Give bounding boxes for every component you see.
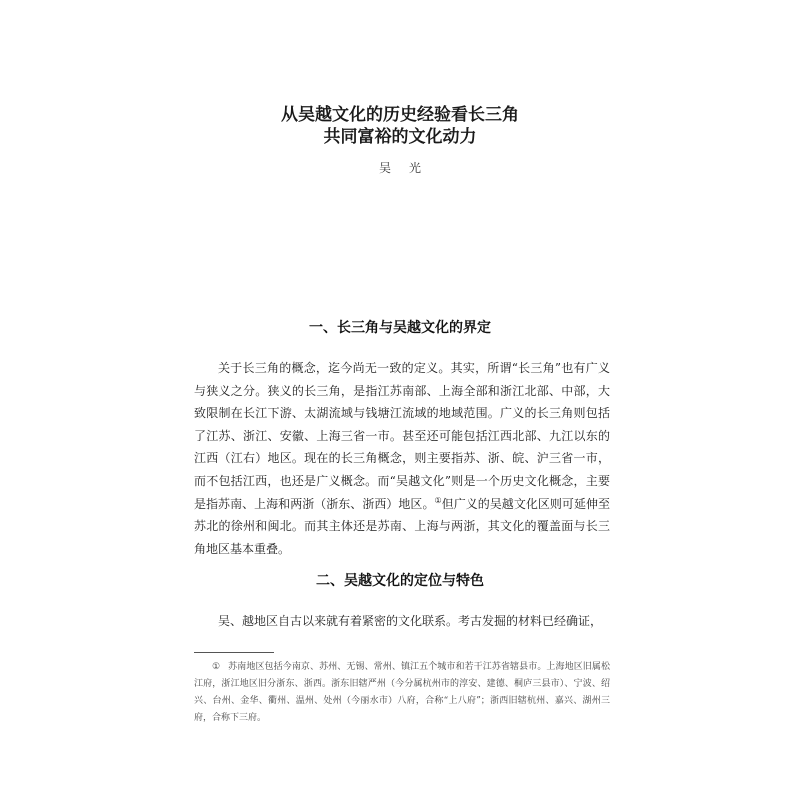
section-heading-1: 一、长三角与吴越文化的界定	[309, 320, 491, 336]
section-1-paragraph	[194, 357, 610, 560]
author-name: 吴光	[378, 161, 439, 175]
section-2-paragraph: 吴、越地区自古以来就有着紧密的文化联系。考古发掘的材料已经确证，	[218, 614, 603, 628]
footnote-1	[194, 659, 610, 727]
footnote-reference[interactable]: ①	[434, 495, 442, 505]
paragraph-text-before-footnote: 关于长三角的概念，迄今尚无一致的定义。其实，所谓“长三角”也有广义与狭义之分。狭义的长三角，是指江苏南部、上海全部和浙江北部、中部，大致限制在长江下游、太湖流域与钱塘江流域的地域范围。广义的长三角则包括了江苏、浙江、安徽、上海三省一市。甚至还可能包括江西北部、九江以东的江西（江右）地区。现在的长三角概念，则主要指苏、浙、皖、沪三省一市，而不包括江西，也还是广义概念。而“吴越文化”则是一个历史文化概念，主要是指苏南、上海和两浙（浙东、浙西）地区。	[194, 361, 610, 511]
article-title-line-2: 共同富裕的文化动力	[323, 127, 477, 147]
footnote-mark: ①	[212, 662, 221, 672]
footnote-text: 苏南地区包括今南京、苏州、无锡、常州、镇江五个城市和若干江苏省辖县市。上海地区旧属松江府，浙江地区旧分浙东、浙西。浙东旧辖严州（今分属杭州市的淳安、建德、桐庐三县市）、宁波、绍兴、台州、金华、衢州、温州、处州（今丽水市）八府，合称“上八府”；浙西旧辖杭州、嘉兴、湖州三府，合称下三府。	[194, 662, 610, 723]
paragraph-text-after-footnote: 但广义的吴越文化区则可延伸至苏北的徐州和闽北。而其主体还是苏南、上海与两浙，其文化的覆盖面与长三角地区基本重叠。	[194, 496, 610, 556]
article-title-line-1: 从吴越文化的历史经验看长三角	[281, 105, 519, 125]
section-heading-2: 二、吴越文化的定位与特色	[316, 573, 484, 589]
footnote-divider	[194, 652, 274, 653]
